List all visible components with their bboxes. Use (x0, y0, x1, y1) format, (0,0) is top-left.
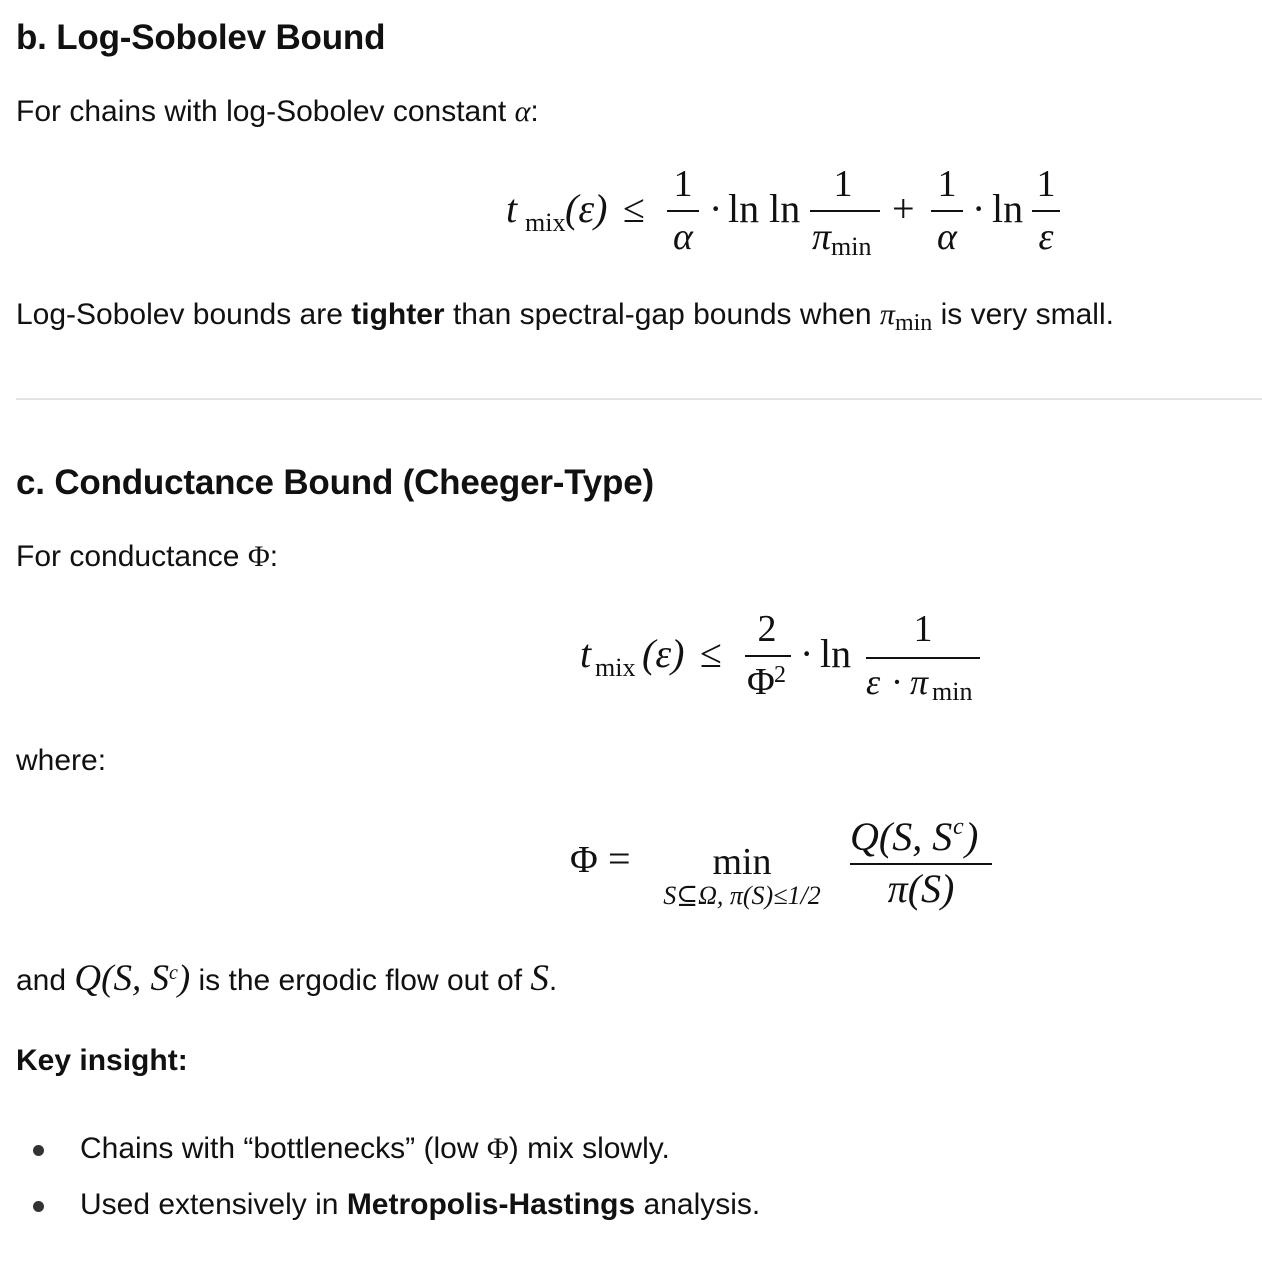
flow-s: S (530, 958, 549, 999)
section-c-intro (16, 537, 278, 577)
intro-colon: : (269, 540, 279, 573)
bullet-dot-2 (33, 1201, 44, 1212)
frac4-numerator: 1 (1036, 163, 1056, 205)
frac4-denominator: ε (1038, 216, 1054, 258)
squared-superscript: 2 (774, 662, 786, 688)
frac2-bar (866, 657, 980, 659)
note-pre: Log-Sobolev bounds are (16, 298, 343, 331)
note-end: is very small. (940, 298, 1114, 331)
mix-subscript: mix (595, 653, 636, 682)
phi-definition-formula (560, 810, 1010, 920)
ln-text: ln (820, 631, 852, 676)
lnln-text: ln ln (728, 186, 801, 231)
frac2-bar (810, 210, 880, 212)
log-sobolev-formula (490, 160, 1090, 270)
eps-denominator: ε (866, 662, 881, 702)
alpha-symbol: α (514, 95, 531, 128)
section-b-heading: b. Log-Sobolev Bound (16, 18, 386, 57)
eq-symbol: = (608, 836, 631, 881)
where-label: where: (16, 744, 107, 777)
note-min-subscript: min (894, 310, 933, 336)
plus-symbol: + (892, 186, 915, 231)
eps-arg: (ε) (642, 631, 685, 676)
frac3-denominator: α (937, 216, 957, 258)
frac1-numerator: 1 (673, 163, 693, 205)
bullet2-pre: Used extensively in (80, 1188, 339, 1221)
bullet-item-2 (80, 1185, 760, 1225)
phi-lhs: Φ (570, 839, 598, 881)
flow-pre: and (16, 964, 67, 997)
section-c-heading: c. Conductance Bound (Cheeger-Type) (16, 463, 654, 502)
t-symbol: t (580, 631, 592, 676)
frac1-bar (667, 210, 699, 212)
note-bold: tighter (351, 298, 445, 331)
section-b-intro (16, 92, 539, 132)
pi-symbol: π (910, 662, 929, 702)
pi-symbol: π (812, 216, 832, 258)
ergodic-flow-text (16, 953, 557, 1001)
frac3-bar (931, 210, 963, 212)
section-b-note (16, 295, 1114, 343)
frac1-denominator: α (673, 216, 693, 258)
min-subscript: min (932, 677, 973, 706)
frac3-numerator: 1 (937, 163, 957, 205)
min-operator: min (712, 841, 772, 883)
min-constraint: S⊆Ω, π(S)≤1/2 (663, 881, 821, 910)
flow-close: ) (177, 958, 191, 999)
bullet2-bold: Metropolis-Hastings (346, 1188, 636, 1221)
bullet2-end: analysis. (643, 1188, 761, 1221)
frac2-numerator: 1 (913, 608, 933, 650)
min-subscript: min (831, 232, 872, 261)
flow-mid: is the ergodic flow out of (198, 964, 523, 997)
pi-denominator: π(S) (887, 866, 955, 911)
mix-subscript: mix (525, 208, 566, 237)
section-divider (16, 398, 1262, 400)
dot-2: · (972, 186, 986, 231)
key-insight-label: Key insight: (16, 1044, 188, 1077)
conductance-formula (570, 605, 1000, 715)
intro-text: For conductance (16, 540, 240, 573)
phi-denominator: Φ (747, 661, 775, 703)
dot-1: · (709, 186, 723, 231)
bullet1-pre: Chains with “bottlenecks” (low (80, 1132, 479, 1165)
note-mid: than spectral-gap bounds when (452, 298, 872, 331)
leq-symbol: ≤ (623, 186, 645, 231)
bullet-dot-1 (33, 1145, 44, 1156)
leq-symbol: ≤ (700, 631, 722, 676)
q-numerator: Q(S, S (850, 814, 953, 859)
frac1-bar (745, 655, 791, 657)
t-symbol: t (506, 186, 518, 231)
note-pi: π (879, 298, 895, 331)
flow-sup: c (168, 962, 178, 984)
dot-1: · (800, 631, 814, 676)
frac4-bar (1032, 210, 1060, 212)
flow-end: . (548, 964, 558, 997)
bullet1-end: ) mix slowly. (508, 1132, 670, 1165)
phi-symbol: Φ (247, 540, 270, 573)
intro-colon: : (530, 95, 539, 128)
frac2-numerator: 1 (833, 163, 853, 205)
bullet-item-1 (80, 1129, 670, 1169)
frac-bar (850, 863, 992, 865)
q-close: ) (965, 814, 979, 859)
flow-q: Q(S, S (74, 958, 169, 999)
frac-numerator-2: 2 (757, 608, 777, 650)
complement-superscript: c (953, 814, 964, 840)
ln-text: ln (992, 186, 1024, 231)
bullet1-phi: Φ (486, 1132, 509, 1165)
dot-2: · (891, 662, 903, 702)
intro-text: For chains with log-Sobolev constant (16, 95, 507, 128)
eps-arg: (ε) (565, 186, 608, 231)
